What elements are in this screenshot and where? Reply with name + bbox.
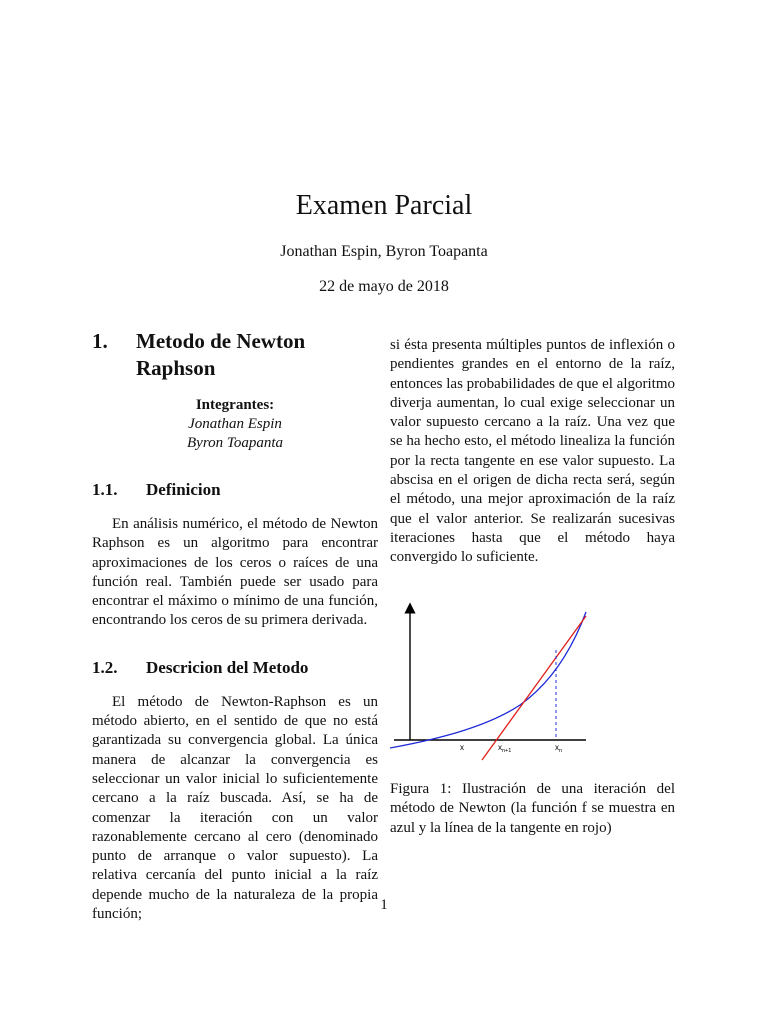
label-x: x <box>460 743 464 752</box>
label-x-n-base: x <box>555 743 559 752</box>
label-x-n1-base: x <box>498 743 502 752</box>
subsection-number: 1.1. <box>92 480 118 499</box>
members-label: Integrantes: <box>195 397 275 413</box>
label-x-n1 <box>498 743 511 754</box>
definition-paragraph: En análisis numérico, el método de Newton Raphson es un algoritmo para encontrar aproximaciones de los ceros o raíces de una función real. También puede ser usado para encontrar el máximo o mínimo de una función, encontrando los ceros de su primera derivada. <box>92 516 378 629</box>
members-block <box>92 396 378 453</box>
subsection-title: Definicion <box>146 480 221 499</box>
subsection-1-1-heading <box>92 479 378 501</box>
paper-title: Examen Parcial <box>295 190 473 221</box>
figure-caption: Figura 1: Ilustración de una iteración del método de Newton (la función f se muestra en azul y la línea de la tangente en rojo) <box>390 781 675 836</box>
function-curve <box>390 612 586 748</box>
subsection-number: 1.2. <box>92 657 118 677</box>
section-number: 1. <box>92 329 108 353</box>
method-paragraph: El método de Newton-Raphson es un método abierto, en el sentido de que no está garantizada su convergencia global. La única manera de alcanzar la convergencia es seleccionar un valor inicial lo suficientemente cercano a la raíz buscada. Así, se ha de comenzar la iteración con un valor razonablemente cercano al cero (denominado punto de arranque o valor supuesto). La relativa cercanía del punto inicial a la raíz depende mucho de la naturaleza de la propia función; <box>92 693 378 923</box>
label-x-n-sub: n <box>559 748 563 754</box>
subsection-1-2-heading <box>92 657 378 679</box>
section-title: Metodo de Newton Raphson <box>136 329 306 380</box>
section-1-heading <box>92 328 378 382</box>
newton-iteration-diagram <box>390 600 590 762</box>
member-name: Jonathan Espin <box>188 416 282 432</box>
tangent-line <box>482 616 586 760</box>
page-number: 1 <box>380 897 388 913</box>
label-x-n1-sub: n+1 <box>502 748 512 754</box>
subsection-title: Descricion del Metodo <box>146 657 309 677</box>
member-name: Byron Toapanta <box>187 435 283 451</box>
label-x-n <box>555 743 562 754</box>
left-column <box>92 328 378 924</box>
right-column <box>390 336 675 568</box>
newton-figure <box>390 600 590 762</box>
method-paragraph-continued: si ésta presenta múltiples puntos de inflexión o pendientes grandes en el entorno de la raíz, entonces las probabilidades de que el algoritmo diverja aumentan, lo cual exige seleccionar un valor supuesto cercano a la raíz. Una vez que se ha hecho esto, el método linealiza la función por la recta tangente en ese valor supuesto. La abscisa en el origen de dicha recta será, según el método, una mejor aproximación de la raíz que el valor anterior. Se realizarán sucesivas iteraciones hasta que el método haya convergido lo suficiente. <box>390 337 675 566</box>
paper-authors: Jonathan Espin, Byron Toapanta <box>280 243 488 260</box>
paper-date: 22 de mayo de 2018 <box>319 278 449 295</box>
